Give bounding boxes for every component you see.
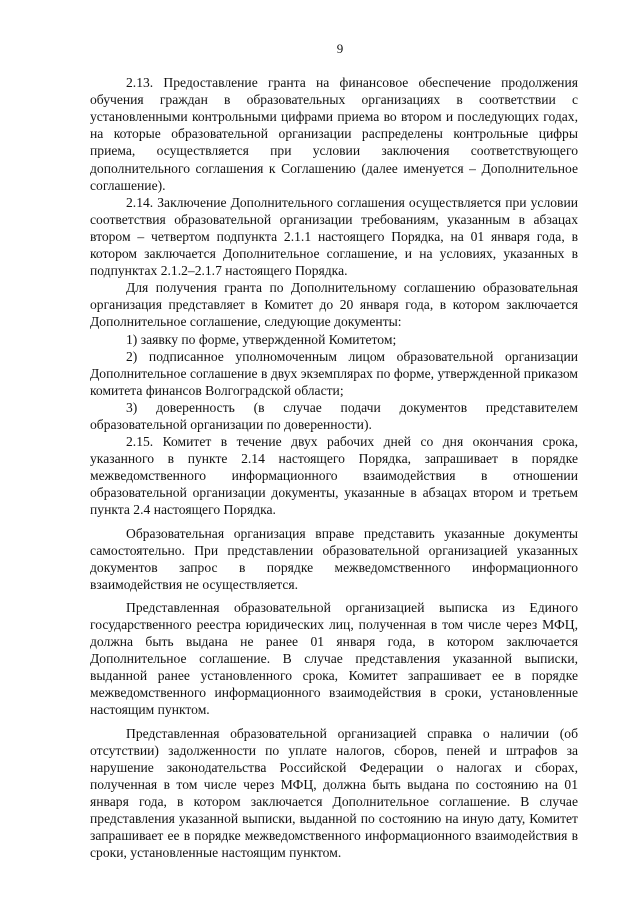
page-number: 9 xyxy=(336,41,344,56)
paragraph-self-submission: Образовательная организация вправе представить указанные документы самостоятельно. При представлении образовательной организацией указанных документов запрос в порядке межведомственного информационного взаимодействия не осуществляется. xyxy=(90,525,578,592)
paragraph-2-15: 2.15. Комитет в течение двух рабочих дней со дня окончания срока, указанного в пункте 2.14 настоящего Порядка, запрашивает в порядке межведомственного информационного взаимодействия в отношении образовательной организации документы, указанные в абзацах втором и третьем пункта 2.4 настоящего Порядка. xyxy=(90,434,578,518)
paragraph-2-13: 2.13. Предоставление гранта на финансовое обеспечение продолжения обучения граждан в образовательных организациях в соответствии с установленными контрольными цифрами приема во втором и последующих годах, на которые образовательной организации распределены контрольные цифры приема, осуществляется при условии заключения соответствующего дополнительного соглашения к Соглашению (далее именуется – Дополнительное соглашение). xyxy=(90,75,578,193)
paragraph-egrul-extract: Представленная образовательной организацией выписка из Единого государственного реестра юридических лиц, полученная в том числе через МФЦ, должна быть выдана не ранее 01 января года, в котором заключается Дополнительное соглашение. В случае представления указанной выписки, выданной ранее установленного срока, Комитет запрашивает ее в порядке межведомственного информационного взаимодействия в сроки, установленные настоящим пунктом. xyxy=(90,599,578,718)
paragraph-2-14: 2.14. Заключение Дополнительного соглашения осуществляется при условии соответствия образовательной организации требованиям, указанным в абзацах втором – четвертом подпункта 2.1.1 настоящего Порядка, на 01 января года, в котором заключается Дополнительное соглашение, и на условиях, указанных в подпунктах 2.1.2–2.1.7 настоящего Порядка. xyxy=(90,194,578,279)
paragraph-tax-certificate: Представленная образовательной организацией справка о наличии (об отсутствии) задолженности по уплате налогов, сборов, пеней и штрафов за нарушение законодательства Российской Федерации о налогах и сборах, полученная в том числе через МФЦ, должна быть выдана по состоянию на 01 января года, в котором заключается Дополнительное соглашение. В случае представления указанной выписки, выданной по состоянию на иную дату, Комитет запрашивает ее в порядке межведомственного информационного взаимодействия в сроки, установленные настоящим пунктом. xyxy=(90,725,578,861)
document-page xyxy=(90,40,578,861)
paragraph-documents-intro: Для получения гранта по Дополнительному соглашению образовательная организация представляет в Комитет до 20 января года, в котором заключается Дополнительное соглашение, следующие документы: xyxy=(90,280,578,330)
list-item-agreement: 2) подписанное уполномоченным лицом образовательной организации Дополнительное соглашение в двух экземплярах по форме, утвержденной приказом комитета финансов Волгоградской области; xyxy=(90,348,578,398)
list-item-application: 1) заявку по форме, утвержденной Комитетом; xyxy=(126,331,397,347)
list-item-power-of-attorney: 3) доверенность (в случае подачи документов представителем образовательной организации по доверенности). xyxy=(90,399,578,432)
